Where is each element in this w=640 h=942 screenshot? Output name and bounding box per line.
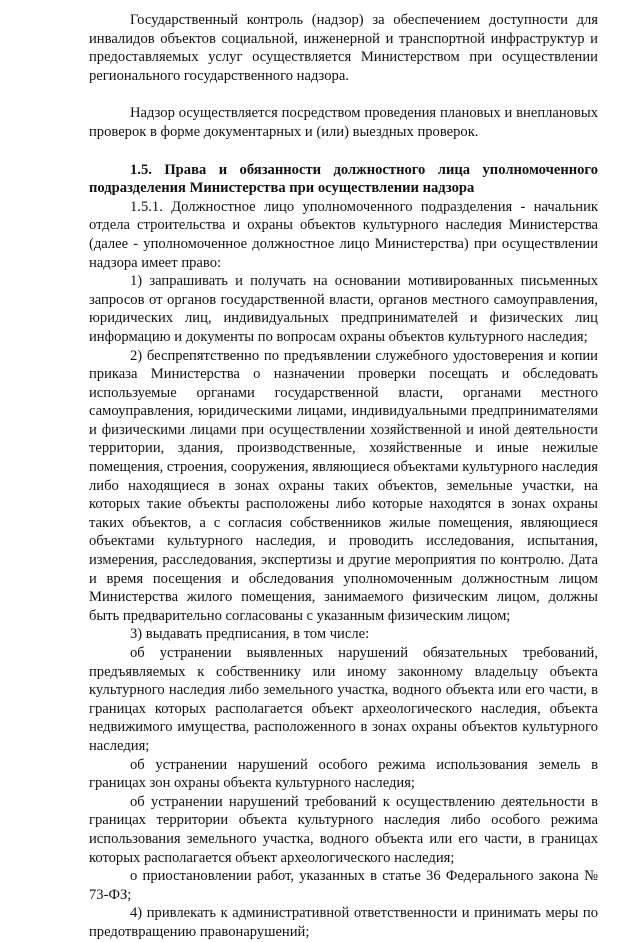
sub-item: об устранении выявленных нарушений обязательных требований, предъявляемых к собственнику или иному законному владельцу объекта культурного наследия либо земельного участка, водного объекта или его части, в границах которых располагается объект археологического наследия, объекта недвижимого имущества, расположенного в зонах охраны объектов культурного наследия; — [89, 645, 598, 754]
sub-item: об устранении нарушений особого режима использования земель в границах зон охраны объекта культурного наследия; — [89, 756, 598, 792]
section-heading: 1.5. Права и обязанности должностного лица уполномоченного подразделения Министерства при осуществлении надзора — [89, 161, 598, 197]
document-page — [89, 11, 598, 942]
paragraph-gap — [89, 142, 598, 161]
list-item: 2) беспрепятственно по предъявлении служебного удостоверения и копии приказа Министерства о назначении проверки посещать и обследовать используемые органами государственной власти, органами местного самоуправления, юридическими лицами, индивидуальными предпринимателями и физическими лицами при осуществлении хозяйственной и иной деятельности территории, здания, производственные, хозяйственные и иные нежилые помещения, строения, сооружения, являющиеся объектами культурного наследия либо находящиеся в зонах охраны таких объектов, земельные участки, на которых такие объекты расположены либо которые находятся в зонах охраны таких объектов, а с согласия собственников жилые помещения, являющиеся объектами культурного наследия, и проводить исследования, испытания, измерения, расследования, экспертизы и другие мероприятия по контролю. Дата и время посещения и обследования уполномоченным должностным лицом Министерства жилого помещения, занимаемого физическим лицом, должны быть предварительно согласованы с указанным физическим лицом; — [89, 347, 598, 624]
list-item: 4) привлекать к административной ответственности и принимать меры по предотвращению правонарушений; — [89, 905, 598, 940]
paragraph-gap — [89, 85, 598, 104]
sub-item: о приостановлении работ, указанных в статье 36 Федерального закона № 73-ФЗ; — [89, 868, 598, 903]
list-item: 3) выдавать предписания, в том числе: — [130, 626, 370, 643]
paragraph: Надзор осуществляется посредством проведения плановых и внеплановых проверок в форме документарных и (или) выездных проверок. — [89, 105, 598, 140]
list-item: 1) запрашивать и получать на основании мотивированных письменных запросов от органов государственной власти, органов местного самоуправления, юридических лиц, индивидуальных предпринимателей и физических лиц информацию и документы по вопросам охраны объектов культурного наследия; — [89, 273, 598, 345]
paragraph: Государственный контроль (надзор) за обеспечением доступности для инвалидов объектов социальной, инженерной и транспортной инфраструктур и предоставляемых услуг осуществляется Министерством при осуществлении регионального государственного надзора. — [89, 12, 598, 84]
paragraph: 1.5.1. Должностное лицо уполномоченного подразделения - начальник отдела строительства и охраны объектов культурного наследия Министерства (далее - уполномоченное должностное лицо Министерства) при осуществлении надзора имеет право: — [89, 198, 598, 271]
sub-item: об устранении нарушений требований к осуществлению деятельности в границах территории объекта культурного наследия либо особого режима использования земельного участка, водного объекта или его части, в границах которых располагается объект археологического наследия; — [89, 793, 598, 866]
